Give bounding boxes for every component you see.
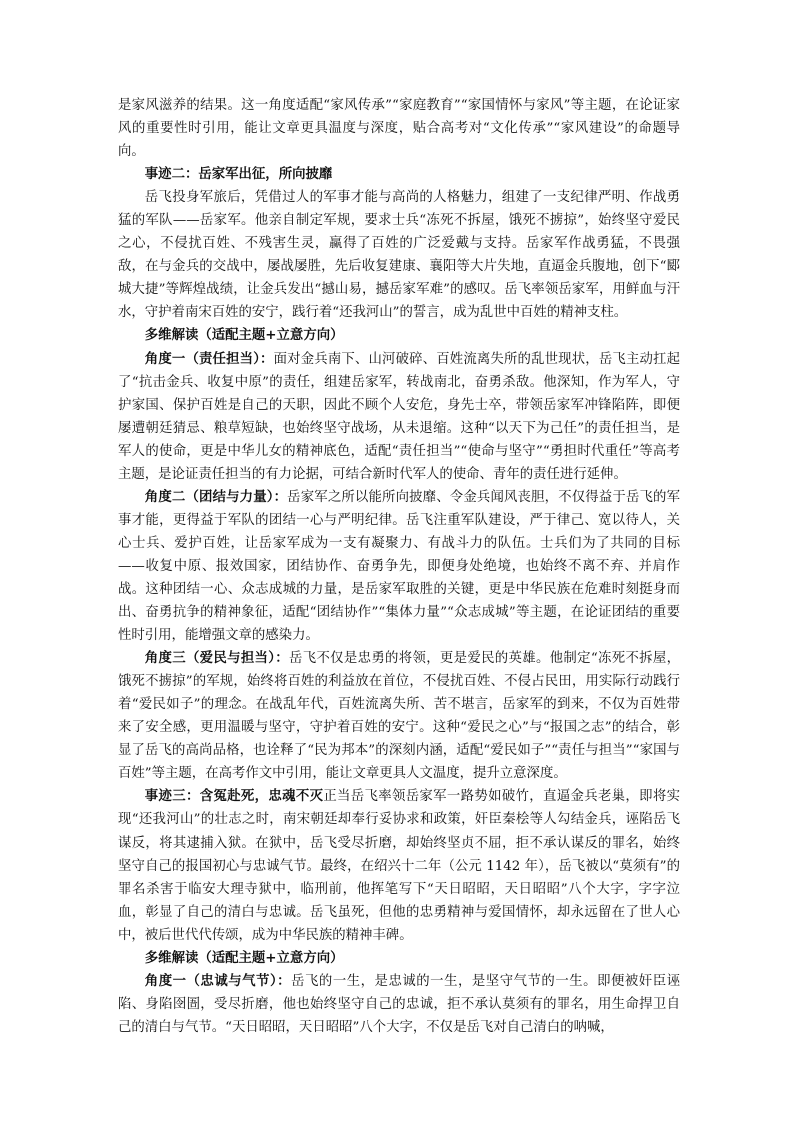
- paragraph-text: 正当岳飞率领岳家军一路势如破竹，直逼金兵老巢，即将实现“还我河山”的壮志之时，南宋朝廷却奉行妥协求和政策，奸臣秦桧等人勾结金兵，诬陷岳飞谋反，将其逮捕入狱。在狱中，岳飞受尽折磨，却始终坚贞不屈，拒不承认谋反的罪名，始终坚守自己的报国初心与忠诚气节。最终，在绍兴十二年（公元 1142 年），岳飞被以“莫须有”的罪名杀害于临安大理寺狱中，临刑前，他挥笔写下“天日昭昭，天日昭昭”八个大字，字字泣血，彰显了自己的清白与忠诚。岳飞虽死，但他的忠勇精神与爱国情怀，却永远留在了世人心中，被后世代代传颂，成为中华民族的精神丰碑。: [118, 789, 680, 943]
- section-heading-interpretation: [118, 324, 680, 347]
- paragraph-deed-two-narrative: [118, 186, 680, 324]
- angle-label: 角度一（忠诚与气节）：: [144, 972, 292, 989]
- paragraph-text: 岳飞的一生，是忠诚的一生，是坚守气节的一生。即便被奸臣诬陷、身陷囹圄，受尽折磨，他也始终坚守自己的忠诚，拒不承认莫须有的罪名，用生命捍卫自己的清白与气节。“天日昭昭，天日昭昭”八个大字，不仅是岳飞对自己清白的呐喊，: [118, 973, 680, 1035]
- paragraph-text: 岳飞投身军旅后，凭借过人的军事才能与高尚的人格魅力，组建了一支纪律严明、作战勇猛的军队——岳家军。他亲自制定军规，要求士兵“冻死不拆屋，饿死不掳掠”，始终坚守爱民之心，不侵扰百姓、不残害生灵，赢得了百姓的广泛爱戴与支持。岳家军作战勇猛，不畏强敌，在与金兵的交战中，屡战屡胜，先后收复建康、襄阳等大片失地，直逼金兵腹地，创下“郾城大捷”等辉煌战绩，让金兵发出“撼山易，撼岳家军难”的感叹。岳飞率领岳家军，用鲜血与汗水，守护着南宋百姓的安宁，践行着“还我河山”的誓言，成为乱世中百姓的精神支柱。: [118, 190, 680, 321]
- paragraph-text: 面对金兵南下、山河破碎、百姓流离失所的乱世现状，岳飞主动扛起了“抗击金兵、收复中原”的责任，组建岳家军，转战南北，奋勇杀敌。他深知，作为军人，守护家国、保护百姓是自己的天职，因此不顾个人安危，身先士卒，带领岳家军冲锋陷阵，即便屡遭朝廷猜忌、粮草短缺，也始终坚守战场，从未退缩。这种“以天下为己任”的责任担当，是军人的使命，更是中华儿女的精神底色，适配“责任担当”“使命与坚守”“勇担时代重任”等高考主题，是论证责任担当的有力论据，可结合新时代军人的使命、青年的责任进行延伸。: [118, 351, 680, 482]
- heading-text: 多维解读（适配主题+立意方向）: [144, 327, 344, 344]
- paragraph-angle-two-unity: [118, 486, 680, 647]
- angle-label: 角度一（责任担当）：: [144, 350, 274, 367]
- angle-label: 角度三（爱民与担当）：: [144, 650, 290, 667]
- paragraph-family-legacy-continued: [118, 94, 680, 163]
- angle-label: 角度二（团结与力量）：: [144, 488, 288, 505]
- section-heading-deed-two: [118, 163, 680, 186]
- paragraph-text: 岳家军之所以能所向披靡、令金兵闻风丧胆，不仅得益于岳飞的军事才能，更得益于军队的团结一心与严明纪律。岳飞注重军队建设，严于律己、宽以待人，关心士兵、爱护百姓，让岳家军成为一支有凝聚力、有战斗力的队伍。士兵们为了共同的目标——收复中原、报效国家，团结协作、奋勇争先，即便身处绝境，也始终不离不弃、并肩作战。这种团结一心、众志成城的力量，是岳家军取胜的关键，更是中华民族在危难时刻挺身而出、奋勇抗争的精神象征，适配“团结协作”“集体力量”“众志成城”等主题，在论证团结的重要性时引用，能增强文章的感染力。: [118, 489, 680, 644]
- paragraph-angle-one-responsibility: [118, 348, 680, 486]
- heading-text: 多维解读（适配主题+立意方向）: [144, 949, 344, 966]
- heading-text: 事迹三：含冤赴死，忠魂不灭: [144, 788, 324, 805]
- paragraph-deed-three: [118, 785, 680, 946]
- paragraph-text: 岳飞不仅是忠勇的将领，更是爱民的英雄。他制定“冻死不拆屋，饿死不掳掠”的军规，始终将百姓的利益放在首位，不侵扰百姓、不侵占民田，用实际行动践行着“爱民如子”的理念。在战乱年代，百姓流离失所、苦不堪言，岳家军的到来，不仅为百姓带来了安全感，更用温暖与坚守，守护着百姓的安宁。这种“爱民之心”与“报国之志”的结合，彰显了岳飞的高尚品格，也诠释了“民为邦本”的深刻内涵，适配“爱民如子”“责任与担当”“家国与百姓”等主题，在高考作文中引用，能让文章更具人文温度，提升立意深度。: [118, 651, 680, 782]
- paragraph-text: 是家风滋养的结果。这一角度适配“家风传承”“家庭教育”“家国情怀与家风”等主题，在论证家风的重要性时引用，能让文章更具温度与深度，贴合高考对“文化传承”“家风建设”的命题导向。: [118, 98, 680, 160]
- heading-text: 事迹二：岳家军出征，所向披靡: [144, 166, 333, 183]
- document-page: [118, 94, 680, 1039]
- paragraph-angle-three-love-people: [118, 647, 680, 785]
- paragraph-angle-one-loyalty: [118, 970, 680, 1039]
- section-heading-interpretation-two: [118, 947, 680, 970]
